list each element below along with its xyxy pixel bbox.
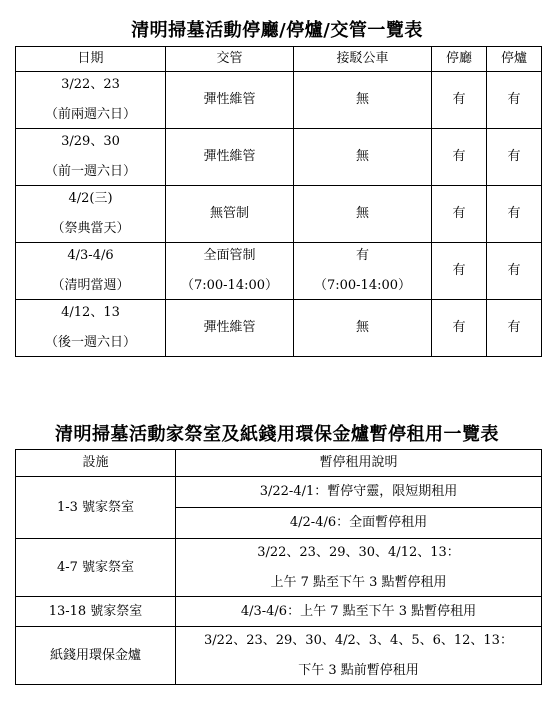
header-suspension-notes: 暫停租用說明 bbox=[176, 450, 542, 477]
header-date: 日期 bbox=[16, 47, 166, 72]
date-note: （清明當週） bbox=[51, 278, 130, 293]
header-shuttle: 接駁公車 bbox=[294, 47, 432, 72]
traffic-hours: （7:00-14:00） bbox=[180, 278, 279, 293]
date-line: 4/3-4/6 bbox=[67, 248, 114, 263]
date-line: 3/22、23 bbox=[61, 77, 120, 92]
facility-cell: 13-18 號家祭室 bbox=[16, 597, 176, 627]
notes-dates: 3/22、23、29、30、4/2、3、4、5、6、12、13： bbox=[204, 632, 513, 648]
facility-cell: 4-7 號家祭室 bbox=[16, 539, 176, 597]
traffic-text: 全面管制 bbox=[203, 248, 256, 263]
furnace-cell: 有 bbox=[487, 186, 542, 243]
hall-cell: 有 bbox=[432, 243, 487, 300]
shuttle-cell bbox=[294, 243, 432, 300]
furnace-cell: 有 bbox=[487, 243, 542, 300]
notes-cell: 4/3-4/6：上午 7 點至下午 3 點暫停租用 bbox=[176, 597, 542, 627]
traffic-cell bbox=[166, 129, 294, 186]
furnace-cell: 有 bbox=[487, 300, 542, 357]
date-line: 4/12、13 bbox=[61, 305, 120, 320]
shuttle-text: 無 bbox=[355, 206, 369, 221]
shuttle-text: 無 bbox=[355, 149, 369, 164]
header-traffic: 交管 bbox=[166, 47, 294, 72]
date-line: 3/29、30 bbox=[61, 134, 120, 149]
notes-hours: 上午 7 點至下午 3 點暫停租用 bbox=[270, 574, 447, 590]
date-cell bbox=[16, 72, 166, 129]
shuttle-cell bbox=[294, 72, 432, 129]
hall-cell: 有 bbox=[432, 186, 487, 243]
notes-hours: 下午 3 點前暫停租用 bbox=[298, 662, 419, 678]
facility-suspension-table bbox=[15, 449, 542, 685]
table-row bbox=[16, 539, 542, 597]
table2-header-row bbox=[16, 450, 542, 477]
table2-title: 清明掃墓活動家祭室及紙錢用環保金爐暫停租用一覽表 bbox=[55, 424, 499, 445]
date-note: （後一週六日） bbox=[44, 335, 136, 350]
shuttle-text: 無 bbox=[355, 320, 369, 335]
traffic-cell bbox=[166, 243, 294, 300]
shuttle-text: 有 bbox=[355, 248, 369, 263]
shuttle-text: 無 bbox=[355, 92, 369, 107]
table-row bbox=[16, 597, 542, 627]
furnace-cell: 有 bbox=[487, 129, 542, 186]
traffic-text: 彈性維管 bbox=[203, 149, 256, 164]
date-note: （祭典當天） bbox=[51, 221, 130, 236]
shuttle-cell bbox=[294, 129, 432, 186]
facility-cell: 1-3 號家祭室 bbox=[16, 477, 176, 539]
notes-cell: 4/2-4/6：全面暫停租用 bbox=[176, 508, 542, 539]
shuttle-cell bbox=[294, 186, 432, 243]
date-line: 4/2(三) bbox=[68, 191, 113, 206]
header-hall: 停廳 bbox=[432, 47, 487, 72]
table-row bbox=[16, 243, 542, 300]
date-note: （前一週六日） bbox=[44, 164, 136, 179]
table-row bbox=[16, 477, 542, 508]
header-furnace: 停爐 bbox=[487, 47, 542, 72]
furnace-cell: 有 bbox=[487, 72, 542, 129]
table-row bbox=[16, 186, 542, 243]
traffic-cell bbox=[166, 300, 294, 357]
table-row bbox=[16, 129, 542, 186]
traffic-text: 彈性維管 bbox=[203, 92, 256, 107]
notes-cell: 3/22-4/1：暫停守靈，限短期租用 bbox=[176, 477, 542, 508]
hall-cell: 有 bbox=[432, 72, 487, 129]
notes-cell bbox=[176, 539, 542, 597]
traffic-control-table bbox=[15, 46, 542, 357]
traffic-text: 無管制 bbox=[209, 206, 249, 221]
shuttle-cell bbox=[294, 300, 432, 357]
table1-header-row bbox=[16, 47, 542, 72]
shuttle-hours: （7:00-14:00） bbox=[313, 278, 412, 293]
notes-dates: 3/22、23、29、30、4/12、13： bbox=[257, 544, 460, 560]
notes-cell bbox=[176, 627, 542, 685]
traffic-cell bbox=[166, 72, 294, 129]
date-cell bbox=[16, 186, 166, 243]
traffic-text: 彈性維管 bbox=[203, 320, 256, 335]
table-row bbox=[16, 300, 542, 357]
table-row bbox=[16, 72, 542, 129]
table-row bbox=[16, 627, 542, 685]
facility-cell: 紙錢用環保金爐 bbox=[16, 627, 176, 685]
date-cell bbox=[16, 300, 166, 357]
date-note: （前兩週六日） bbox=[44, 107, 136, 122]
table1-title: 清明掃墓活動停廳/停爐/交管一覽表 bbox=[131, 20, 423, 41]
date-cell bbox=[16, 243, 166, 300]
traffic-cell bbox=[166, 186, 294, 243]
hall-cell: 有 bbox=[432, 129, 487, 186]
date-cell bbox=[16, 129, 166, 186]
header-facility: 設施 bbox=[16, 450, 176, 477]
hall-cell: 有 bbox=[432, 300, 487, 357]
